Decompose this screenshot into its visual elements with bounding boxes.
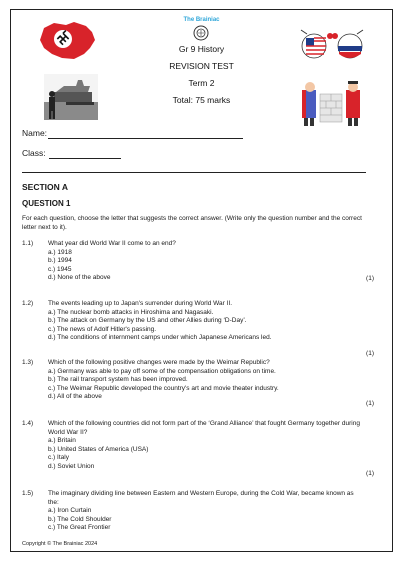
mark-allocation: (1): [366, 470, 374, 477]
option-b[interactable]: b.) The Cold Shoulder: [48, 515, 112, 523]
option-a[interactable]: a.) The nuclear bomb attacks in Hiroshima and Nagasaki.: [48, 308, 214, 316]
option-a[interactable]: a.) Germany was able to pay off some of the compensation obligations on time.: [48, 367, 276, 375]
question-1-2: [22, 300, 374, 362]
option-b[interactable]: b.) United States of America (USA): [48, 445, 149, 453]
name-label: Name:: [22, 128, 48, 138]
class-field[interactable]: [49, 158, 121, 159]
instructions: For each question, choose the letter that suggests the correct answer. (Write only the question number and the correct letter next to it).: [22, 215, 362, 231]
option-c[interactable]: c.) The Weimar Republic developed the country's art and movie theater industry.: [48, 384, 279, 392]
option-c[interactable]: c.) The Great Frontier: [48, 524, 111, 532]
question-heading: QUESTION 1: [22, 199, 71, 208]
brand-name: The Brainiac: [183, 17, 220, 23]
question-text: What year did World War II come to an end?: [48, 240, 176, 247]
mark-allocation: (1): [366, 400, 374, 407]
copyright-text: Copyright © The Brainiac 2024: [22, 541, 98, 547]
question-text: Which of the following countries did not form part of the ‘Grand Alliance’ that fought Germany together during World War II?: [48, 420, 360, 436]
option-c[interactable]: c.) Italy: [48, 454, 69, 462]
option-b[interactable]: b.) The attack on Germany by the US and other Allies during ‘D-Day’.: [48, 317, 247, 325]
option-c[interactable]: c.) The news of Adolf Hitler's passing.: [48, 325, 157, 333]
mark-allocation: (1): [366, 350, 374, 357]
test-heading: REVISION TEST: [169, 61, 234, 71]
divider: [22, 172, 366, 173]
question-number: 1.5): [22, 490, 34, 497]
berlin-wall-cartoon-image: [300, 80, 362, 128]
option-d[interactable]: d.) All of the above: [48, 393, 102, 401]
grade-heading: Gr 9 History: [178, 44, 225, 54]
option-a[interactable]: a.) 1918: [48, 248, 72, 256]
brand-logo-icon: [193, 25, 209, 41]
option-b[interactable]: b.) The rail transport system has been improved.: [48, 376, 188, 384]
question-text: The events leading up to Japan's surrender during World War II.: [48, 300, 233, 307]
question-text: Which of the following positive changes were made by the Weimar Republic?: [48, 359, 270, 366]
name-field[interactable]: [48, 138, 243, 139]
option-d[interactable]: d.) The conditions of internment camps under which Japanese Americans led.: [48, 334, 272, 342]
class-label: Class:: [22, 148, 46, 158]
nazi-germany-map-image: [38, 20, 98, 62]
option-a[interactable]: a.) Iron Curtain: [48, 507, 92, 515]
term-heading: Term 2: [188, 78, 215, 88]
question-number: 1.4): [22, 420, 34, 427]
option-a[interactable]: a.) Britain: [48, 437, 76, 445]
question-1-4: [22, 420, 374, 480]
option-b[interactable]: b.) 1994: [48, 257, 72, 265]
question-1-5: [22, 490, 374, 538]
total-marks: Total: 75 marks: [172, 95, 231, 105]
soldier-warship-image: [44, 74, 98, 120]
question-number: 1.3): [22, 359, 34, 366]
question-number: 1.1): [22, 240, 34, 247]
option-c[interactable]: c.) 1945: [48, 265, 72, 273]
question-text: The imaginary dividing line between Eastern and Western Europe, during the Cold War, became known as the:: [48, 490, 354, 506]
question-1-1: [22, 240, 374, 290]
option-d[interactable]: d.) Soviet Union: [48, 462, 95, 470]
question-1-3: [22, 359, 374, 409]
option-d[interactable]: d.) None of the above: [48, 274, 111, 282]
section-title: SECTION A: [22, 182, 68, 192]
boxing-globes-image: [297, 24, 367, 64]
question-number: 1.2): [22, 300, 34, 307]
mark-allocation: (1): [366, 275, 374, 282]
